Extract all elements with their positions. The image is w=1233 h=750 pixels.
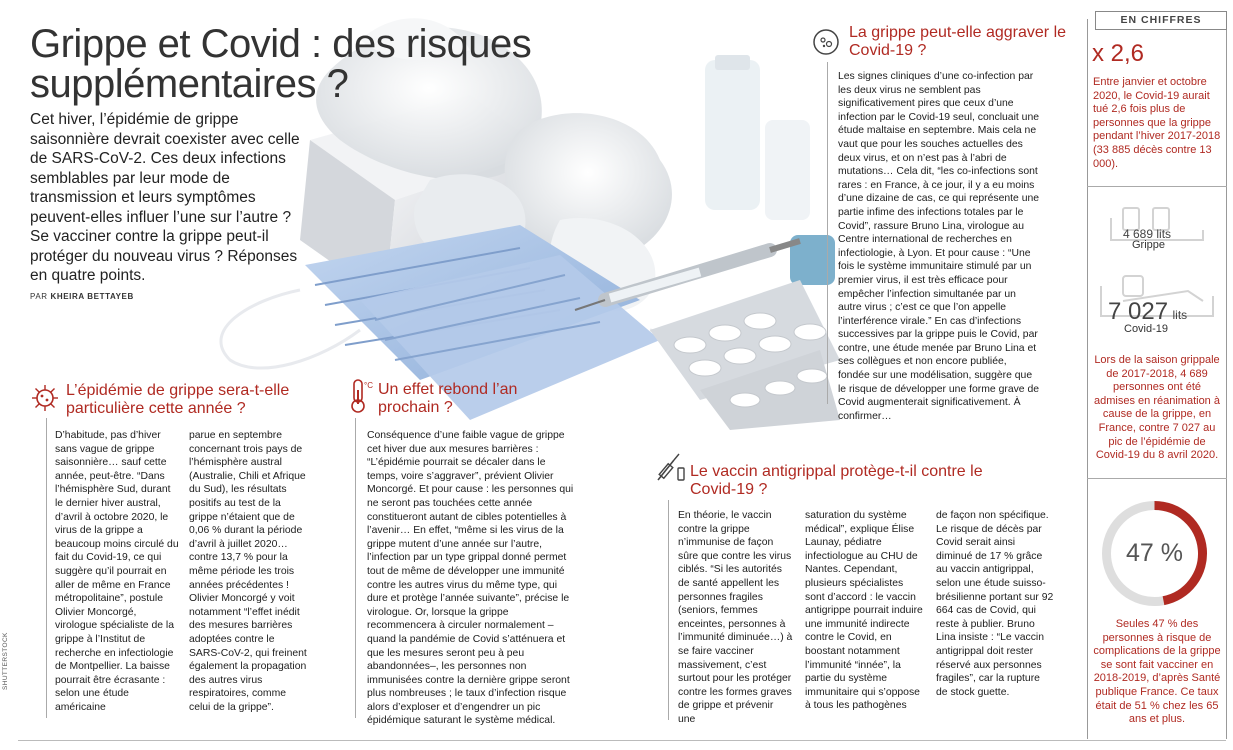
virus-icon [30,383,60,413]
lead-paragraph: Cet hiver, l’épidémie de grippe saisonnière devrait coexister avec celle de SARS-CoV-2. Ces deux infections semblables par leur mode de transmission et leurs symptômes peuvent-elles influer l’une sur l’autre ? Se vacciner contre la grippe peut-il protéger du nouveau virus ? Réponses en quatre points. [30,111,300,284]
svg-text:°C: °C [364,381,373,390]
virus-petri-icon [812,28,840,56]
page-bottom-rule [18,740,1226,741]
section1-column-2: parue en septembre concernant trois pays de l’hémisphère austral (Australie, Chili et Afrique du Sud), les résultats positifs au test de la grippe n’étaient que de 0,06 % durant la période d’avril à juillet 2020… contre 13,7 % pour la même période les trois années précédentes ! Olivier Moncorgé y voit notamment “l’effet inédit des mesures barrières adoptées contre le SARS-CoV-2, qui freinent également la propagation des autres virus respiratoires, comme celui de la grippe”. [189,430,307,713]
section3-rule [827,62,828,404]
section1-rule [46,418,47,718]
syringe-vaccine-icon [654,450,686,484]
section2-heading: Un effet rebond l’an prochain ? [378,381,518,416]
byline [30,292,134,301]
flu-beds-label: Grippe [1132,239,1166,251]
covid-beds-value [1108,298,1187,326]
section4-column-2: saturation du système médical”, explique Élise Launay, pédiatre infectiologue au CHU de Nantes. Cependant, plusieurs spécialistes sont d’accord : le vaccin antigrippe pourrait induire une immunité indirecte contre le Covid, en boostant notamment l’immunité “innée”, la partie du système immunitaire qui s’oppose à tous les pathogènes [805,510,923,712]
stat1-value: x 2,6 [1092,40,1145,67]
sidebar-right-rule [1226,19,1227,739]
section4-rule [668,500,669,720]
sidebar-divider-2 [1087,478,1227,479]
byline-author: KHEIRA BETTAYEB [50,292,134,301]
stat3-text: Seules 47 % des personnes à risque de complications de la grippe se sont fait vacciner en 2018-2019, d’après Santé publique France. Ce taux était de 51 % chez les 65 ans et plus. [1093,618,1221,726]
pill-blisters-image [650,280,840,430]
sidebar-divider-1 [1087,186,1227,187]
photo-credit: SHUTTERSTOCK [2,632,9,690]
section3-heading: La grippe peut-elle aggraver le Covid-19 ? [849,24,1067,59]
stat1-text: Entre janvier et octobre 2020, le Covid-19 aurait tué 2,6 fois plus de personnes que la grippe pendant l’hiver 2017-2018 (33 885 décès contre 13 000). [1093,76,1221,170]
flu-beds-unit: lits [1156,227,1172,241]
covid-beds-unit: lits [1172,308,1188,322]
sidebar-label: EN CHIFFRES [1095,11,1227,30]
sidebar-left-rule [1087,19,1088,739]
section2-rule [355,418,356,718]
section1-heading: L’épidémie de grippe sera-t-elle particulière cette année ? [66,382,290,417]
byline-prefix: PAR [30,292,48,301]
section4-column-1: En théorie, le vaccin contre la grippe n’immunise de façon sûre que contre les virus ciblés. “Si les autorités de santé appellent les personnes fragiles (seniors, femmes enceintes, personnes à l’immunité diminuée…) à se faire vacciner massivement, c’est surtout pour les protéger contre les formes graves de grippe et prévenir une [678,510,793,725]
covid-beds-number: 7 027 [1108,298,1169,325]
covid-beds-label: Covid-19 [1124,323,1169,335]
stat2-text: Lors de la saison grippale de 2017-2018, 4 689 personnes ont été admises en réanimation à cause de la grippe, en France, contre 7 027 au pic de l’épidémie de Covid-19 du 8 avril 2020. [1094,354,1220,462]
flu-beds-number: 4 689 [1123,227,1154,241]
thermometer-icon [347,378,373,414]
section4-heading: Le vaccin antigrippal protège-t-il contre le Covid-19 ? [690,463,983,498]
section1-column-1: D’habitude, pas d’hiver sans vague de grippe saisonnière… sauf cette année, peut-être. “Dans l’hémisphère Sud, durant le dernier hiver austral, d’avril à octobre 2020, le virus de la grippe a beaucoup moins circulé du fait du Covid-19, ce qui suggère qu’il pourrait en aller de même en France métropolitaine”, postule Olivier Moncorgé, virologue spécialiste de la grippe à l’Institut de recherche en infectiologie de Montpellier. La baisse pourrait être écrasante : selon une étude américaine [55,430,179,713]
section4-column-3: de façon non spécifique. Le risque de décès par Covid serait ainsi diminué de 17 % grâce au vaccin antigrippal, selon une étude suisso-brésilienne portant sur 92 664 cas de Covid, qui reste à publier. Bruno Lina insiste : “Le vaccin antigrippal doit rester réservé aux personnes fragiles”, car la rupture de stock guette. [936,510,1054,698]
section3-body: Les signes cliniques d’une co-infection par les deux virus ne semblent pas significativement pires que ceux d’une infection par le Covid-19 seul, concluait une étude maltaise en septembre. Mais cela ne vaut que pour les souches actuelles des deux virus, et on n’est pas à l’abri de mutations… Cela dit, “les co-infections sont rares : en France, à ce jour, il y a eu moins d’une dizaine de cas, ce qui représente une partie infime des infections totales par le Covid”, rassure Bruno Lina, virologue au Centre international de recherches en infectiologie, à Lyon. Et pour cause : “Une fois le système immunitaire stimulé par un premier virus, il est très efficace pour empêcher l’infection simultanée par un autre virus ; c’est ce que l’on appelle l’interférence virale.” En cas d’infections successives par la grippe puis le Covid, par contre, une étude menée par Bruno Lina et ses collègues et non encore publiée, fondée sur une modélisation, suggère que le risque de développer une forme grave de Covid augmenterait significativement. À confirmer… [838,71,1040,422]
donut-percent-label: 47 % [1126,539,1183,567]
page-title: Grippe et Covid : des risques supplémentaires ? [30,22,532,106]
section2-body: Conséquence d’une faible vague de grippe cet hiver due aux mesures barrières : “L’épidémie pourrait se décaler dans le temps, voire s’aggraver”, prévient Olivier Moncorgé. Et pour cause : les personnes qui ne seront pas touchées cette année constitueront autant de cibles potentielles à l’avenir… En effet, “même si les virus de la grippe mutent d’une année sur l’autre, l’infection par un type grippal donné permet tout de même de développer une immunité contre les autres virus du même type, qui dure et protège l’année suivante”, précise le virologue. Or, lorsque la grippe recommencera à circuler normalement –quand la pandémie de Covid s’atténuera et que les mesures seront peu à peu abandonnées–, les personnes non immunisées contre la dernière grippe seront plus nombreuses ; le taux d’infection risque alors d’exploser et d’engendrer un pic épidémique saturant le système médical. [367,430,574,727]
